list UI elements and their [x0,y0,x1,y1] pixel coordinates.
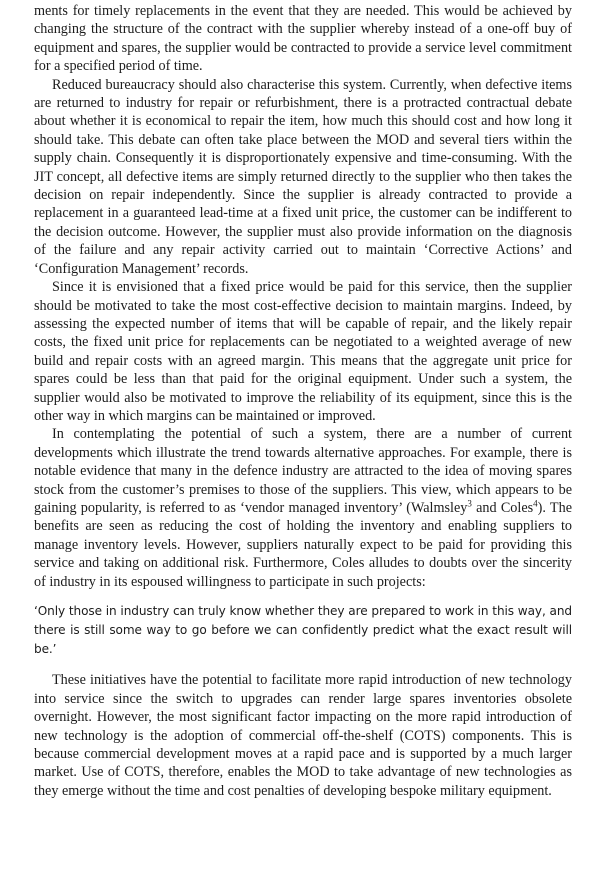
paragraph-continuation: ments for timely replacements in the event that they are needed. This would be achieved by changing the structure of the contract with the supplier whereby instead of a one-off buy of equipment and spares, the supplier would be contracted to provide a service level commitment for a specified period of time. [34,3,572,75]
footnote-ref-4: 4 [533,498,538,509]
vmi-text-part-1: In contemplating the potential of such a system, there are a number of current developments which illustrate the trend towards alternative approaches. For example, there is notable evidence that many in the defence industry are attracted to the idea of moving spares stock from the customer’s premises to those of the suppliers. This view, which appears to be gaining popularity, is referred to as ‘vendor managed inventory’ (Walmsley [34,426,572,516]
footnote-ref-3: 3 [467,498,472,509]
paragraph-reduced-bureaucracy: Reduced bureaucracy should also characterise this system. Currently, when defective items are returned to industry for repair or refurbishment, there is a protracted contractual debate about whether it is economical to repair the item, how much this should cost and how long it should take. This debate can often take place between the MOD and several tiers within the supply chain. Consequently it is disproportionately expensive and time-consuming. With the JIT concept, all defective items are simply returned directly to the supplier who then takes the decision on repair independently. Since the supplier is already contracted to provide a replacement in a guaranteed lead-time at a fixed unit price, the customer can be indifferent to the decision outcome. However, the supplier must also provide information on the diagnosis of the failure and any repair activity carried out to maintain ‘Corrective Actions’ and ‘Configuration Management’ records. [34,76,572,277]
block-quote: ‘Only those in industry can truly know whether they are prepared to work in this way, and there is still some way to go before we can confidently predict what the exact result will be.’ [34,604,572,656]
paragraph-cots: These initiatives have the potential to facilitate more rapid introduction of new technology into service since the switch to upgrades can render large spares inventories obsolete overnight. However, the most significant factor impacting on the more rapid introduction of new technology is the adoption of commercial off-the-shelf (COTS) components. This is because commercial development moves at a rapid pace and is supported by a much larger market. Use of COTS, therefore, enables the MOD to take advantage of new technologies as they emerge without the time and cost penalties of developing bespoke military equipment. [34,672,572,799]
vmi-text-part-3: ). The benefits are seen as reducing the cost of holding the inventory and enabling suppliers to manage inventory levels. However, suppliers naturally expect to be paid for providing this service and taking on additional risk. Furthermore, Coles alludes to doubts over the sincerity of industry in its espoused willingness to participate in such projects: [34,499,572,590]
document-page [34,2,572,800]
paragraph-vendor-managed-inventory [34,425,572,591]
vmi-text-part-2: and Coles [471,499,534,516]
paragraph-fixed-price: Since it is envisioned that a fixed price would be paid for this service, then the supplier should be motivated to take the most cost-effective decision to maintain margins. Indeed, by assessing the expected number of items that will be capable of repair, and the likely repair costs, the fixed unit price for replacements can be negotiated to a weighted average of new build and repair costs with an agreed margin. This means that the aggregate unit price for spares could be less than that paid for the original equipment. Under such a system, the supplier would also be motivated to improve the reliability of its equipment, since this is the other way in which margins can be maintained or improved. [34,279,572,424]
